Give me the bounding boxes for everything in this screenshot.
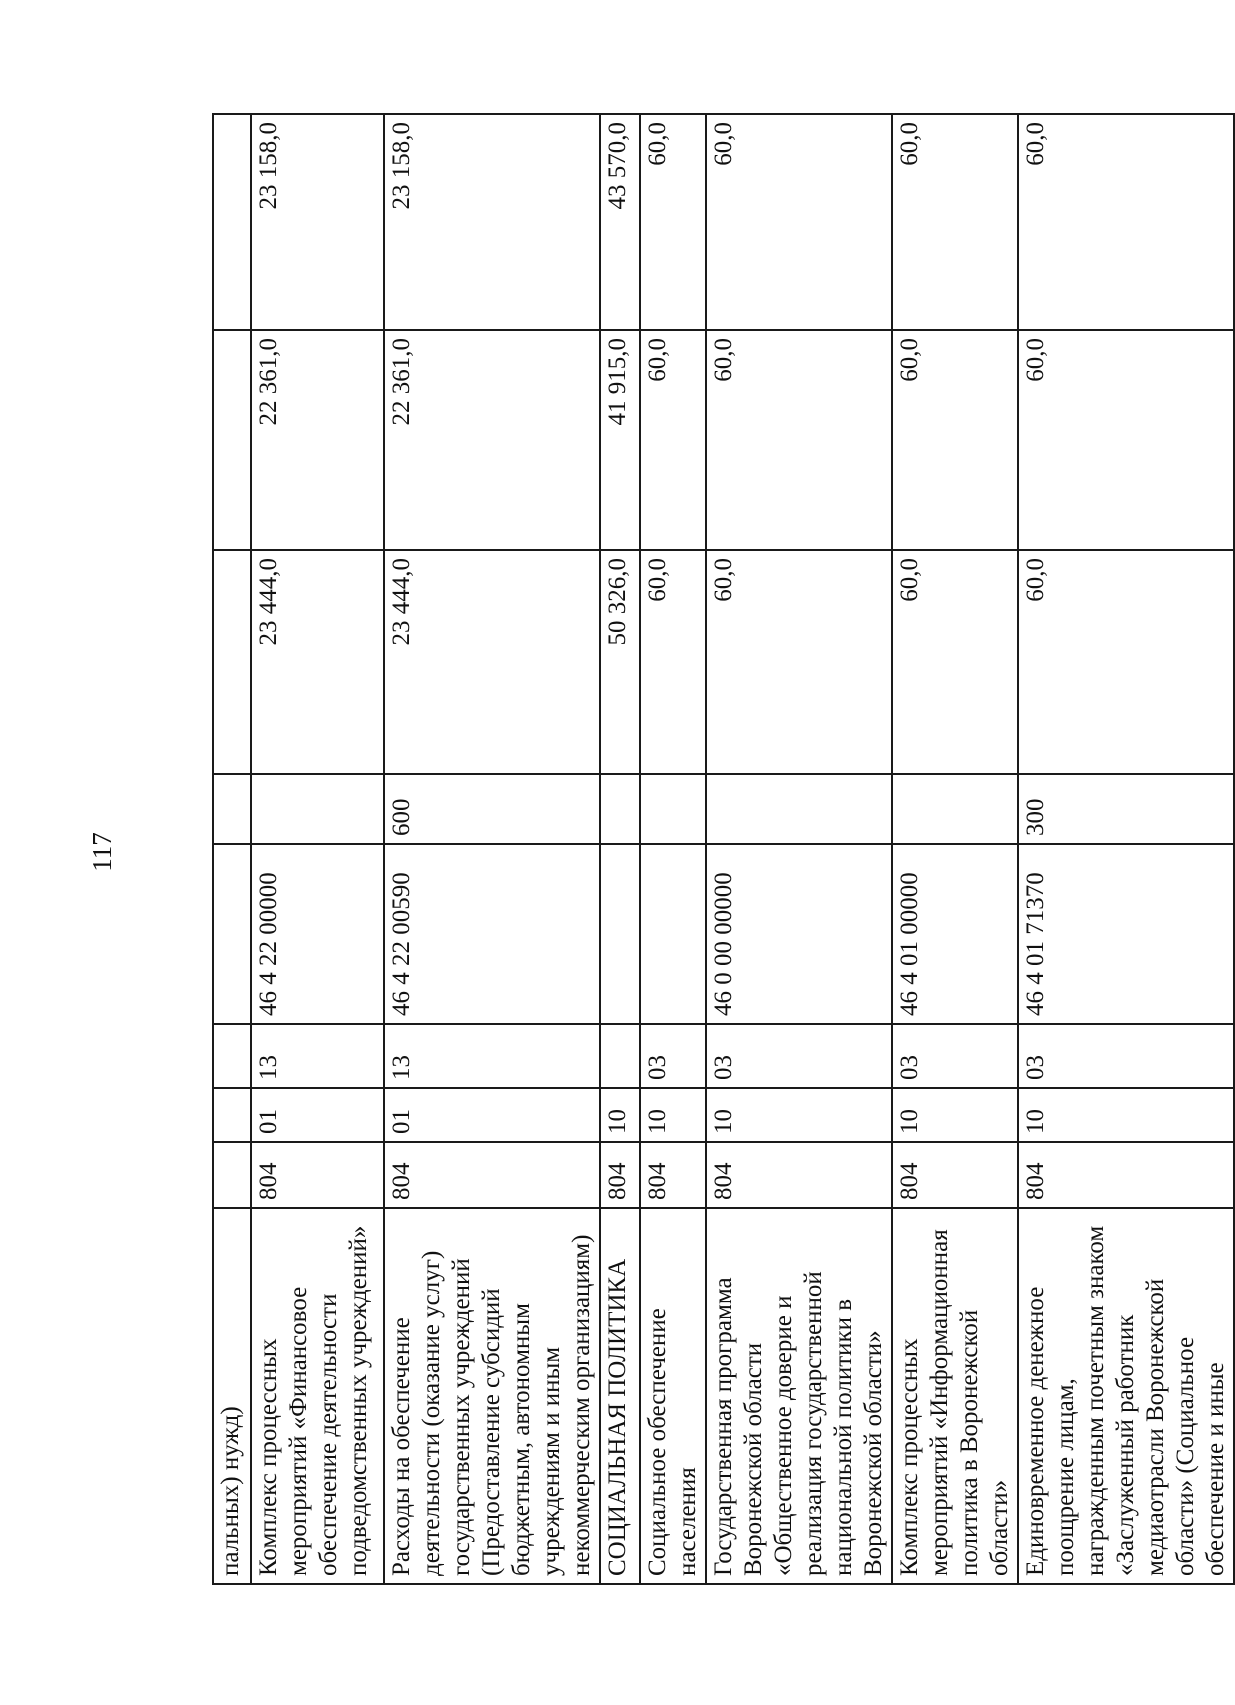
cell-grbs: 804	[384, 1142, 600, 1208]
cell-pr	[213, 1024, 251, 1088]
cell-rz: 10	[640, 1088, 706, 1142]
cell-vr	[213, 774, 251, 844]
cell-rz: 10	[706, 1088, 892, 1142]
cell-vr	[892, 774, 1018, 844]
cell-grbs: 804	[706, 1142, 892, 1208]
cell-name: Комплекс процессных мероприятий «Финансовое обеспечение деятельности подведомственных учреждений»	[251, 1208, 384, 1584]
budget-table	[212, 113, 1235, 1585]
cell-year1: 50 326,0	[600, 550, 640, 774]
cell-csr	[640, 844, 706, 1024]
cell-vr	[640, 774, 706, 844]
cell-rz: 01	[384, 1088, 600, 1142]
cell-year3: 23 158,0	[384, 114, 600, 330]
cell-grbs: 804	[251, 1142, 384, 1208]
cell-year1	[213, 550, 251, 774]
cell-year3: 60,0	[640, 114, 706, 330]
cell-year3: 60,0	[706, 114, 892, 330]
cell-vr	[251, 774, 384, 844]
cell-vr: 600	[384, 774, 600, 844]
cell-year3	[213, 114, 251, 330]
cell-rz: 10	[1018, 1088, 1234, 1142]
cell-grbs: 804	[892, 1142, 1018, 1208]
cell-rz: 01	[251, 1088, 384, 1142]
cell-vr	[600, 774, 640, 844]
table-row	[892, 114, 1018, 1584]
cell-year1: 60,0	[640, 550, 706, 774]
table-row	[213, 114, 251, 1584]
cell-year3: 60,0	[1018, 114, 1234, 330]
cell-csr: 46 4 22 00590	[384, 844, 600, 1024]
cell-vr	[706, 774, 892, 844]
cell-pr: 13	[384, 1024, 600, 1088]
cell-year2: 41 915,0	[600, 330, 640, 550]
table-row	[706, 114, 892, 1584]
cell-grbs: 804	[1018, 1142, 1234, 1208]
cell-year2: 60,0	[640, 330, 706, 550]
cell-rz: 10	[892, 1088, 1018, 1142]
cell-pr	[600, 1024, 640, 1088]
cell-grbs: 804	[600, 1142, 640, 1208]
cell-year1: 23 444,0	[251, 550, 384, 774]
cell-year1: 60,0	[706, 550, 892, 774]
cell-year1: 60,0	[1018, 550, 1234, 774]
cell-name: Государственная программа Воронежской области «Общественное доверие и реализация государственной национальной политики в Воронежской области»	[706, 1208, 892, 1584]
cell-pr: 03	[706, 1024, 892, 1088]
cell-rz	[213, 1088, 251, 1142]
cell-csr: 46 0 00 00000	[706, 844, 892, 1024]
cell-year1: 23 444,0	[384, 550, 600, 774]
cell-year3: 43 570,0	[600, 114, 640, 330]
cell-year2: 22 361,0	[251, 330, 384, 550]
cell-vr: 300	[1018, 774, 1234, 844]
cell-year2: 60,0	[892, 330, 1018, 550]
cell-csr: 46 4 01 71370	[1018, 844, 1234, 1024]
table-row	[640, 114, 706, 1584]
table-row	[251, 114, 384, 1584]
cell-grbs	[213, 1142, 251, 1208]
cell-rz: 10	[600, 1088, 640, 1142]
cell-name: Единовременное денежное поощрение лицам, награжденным почетным знаком «Заслуженный работник медиаотрасли Воронежской области» (Социальное обеспечение и иные	[1018, 1208, 1234, 1584]
cell-pr: 13	[251, 1024, 384, 1088]
cell-name: Комплекс процессных мероприятий «Информационная политика в Воронежской области»	[892, 1208, 1018, 1584]
cell-csr	[213, 844, 251, 1024]
cell-year2: 60,0	[706, 330, 892, 550]
cell-pr: 03	[1018, 1024, 1234, 1088]
cell-name: пальных) нужд)	[213, 1208, 251, 1584]
cell-pr: 03	[640, 1024, 706, 1088]
cell-year2: 60,0	[1018, 330, 1234, 550]
cell-year1: 60,0	[892, 550, 1018, 774]
table-row	[600, 114, 640, 1584]
table-row	[1018, 114, 1234, 1584]
table-row	[384, 114, 600, 1584]
cell-year3: 60,0	[892, 114, 1018, 330]
cell-grbs: 804	[640, 1142, 706, 1208]
cell-csr: 46 4 01 00000	[892, 844, 1018, 1024]
cell-pr: 03	[892, 1024, 1018, 1088]
cell-year3: 23 158,0	[251, 114, 384, 330]
cell-name: СОЦИАЛЬНАЯ ПОЛИТИКА	[600, 1208, 640, 1584]
rotated-table-wrapper	[212, 115, 1229, 1585]
cell-name: Социальное обеспечение населения	[640, 1208, 706, 1584]
cell-year2: 22 361,0	[384, 330, 600, 550]
cell-name: Расходы на обеспечение деятельности (оказание услуг) государственных учреждений (Предоставление субсидий бюджетным, автономным учреждениям и иным некоммерческим организациям)	[384, 1208, 600, 1584]
cell-csr: 46 4 22 00000	[251, 844, 384, 1024]
cell-year2	[213, 330, 251, 550]
cell-csr	[600, 844, 640, 1024]
page-number: 117	[87, 832, 117, 872]
